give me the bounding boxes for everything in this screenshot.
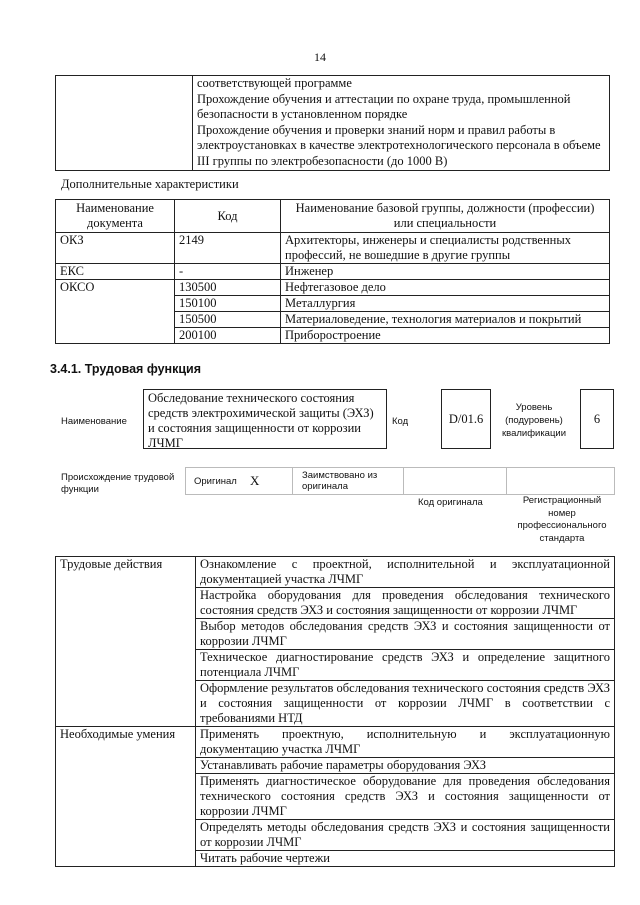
action-item: Техническое диагностирование средств ЭХЗ и определение защитного потенциала ЛЧМГ <box>196 650 615 681</box>
code-cell: - <box>175 264 281 280</box>
original-label: Оригинал <box>194 476 237 487</box>
code-cell: 2149 <box>175 233 281 264</box>
code-cell: 150100 <box>175 296 281 312</box>
code-label: Код <box>392 416 409 427</box>
origin-divider <box>506 467 507 495</box>
name-cell: Нефтегазовое дело <box>281 280 610 296</box>
level-label: Уровень (подуровень) квалификации <box>501 402 567 439</box>
skill-item: Применять диагностическое оборудование для проведения обследования технического состояния средств ЭХЗ и состояния защищенности от коррозии ЛЧМГ <box>196 774 615 820</box>
col-name-header: Наименование базовой группы, должности (профессии) или специальности <box>281 200 610 233</box>
additional-heading: Дополнительные характеристики <box>61 177 239 191</box>
origin-divider <box>292 467 293 495</box>
requirement-line: Прохождение обучения и аттестации по охране труда, промышленной безопасности в установленном порядке <box>197 91 571 122</box>
action-item: Выбор методов обследования средств ЭХЗ и состояния защищенности от коррозии ЛЧМГ <box>196 619 615 650</box>
actions-label: Трудовые действия <box>56 557 196 727</box>
code-cell: 150500 <box>175 312 281 328</box>
code-cell: 130500 <box>175 280 281 296</box>
requirements-cell <box>193 76 610 171</box>
name-label: Наименование <box>61 416 127 427</box>
doc-cell: ОКСО <box>56 280 175 344</box>
name-cell: Металлургия <box>281 296 610 312</box>
table-row <box>56 233 610 264</box>
action-item: Настройка оборудования для проведения обследования технического состояния средств ЭХЗ и состояния защищенности от коррозии ЛЧМГ <box>196 588 615 619</box>
origin-row <box>185 467 615 495</box>
function-code-box: D/01.6 <box>441 389 491 449</box>
skill-item: Определять методы обследования средств ЭХЗ и состояния защищенности от коррозии ЛЧМГ <box>196 820 615 851</box>
borrowed-label: Заимствовано из оригинала <box>302 470 378 492</box>
table-row <box>56 280 610 296</box>
requirements-continuation-table <box>55 75 610 171</box>
skill-item: Применять проектную, исполнительную и эксплуатационную документацию участка ЛЧМГ <box>196 727 615 758</box>
qualification-level-box: 6 <box>580 389 614 449</box>
requirement-line: Прохождение обучения и проверки знаний норм и правил работы в электроустановках в качестве электротехнологического персонала в объеме III группы по электробезопасности (до 1000 В) <box>197 122 601 168</box>
skill-item: Читать рабочие чертежи <box>196 851 615 867</box>
name-cell: Материаловедение, технология материалов и покрытий <box>281 312 610 328</box>
col-doc-header: Наименование документа <box>56 200 175 233</box>
requirement-line: соответствующей программе <box>197 76 352 90</box>
name-cell: Инженер <box>281 264 610 280</box>
skills-label: Необходимые умения <box>56 727 196 867</box>
function-heading: 3.4.1. Трудовая функция <box>50 362 202 376</box>
name-cell: Архитекторы, инженеры и специалисты родственных профессий, не вошедшие в другие группы <box>281 233 610 264</box>
doc-cell: ОКЗ <box>56 233 175 264</box>
col-code-header: Код <box>175 200 281 233</box>
function-name-box: Обследование технического состояния средств электрохимической защиты (ЭХЗ) и состояния защищенности от коррозии ЛЧМГ <box>143 389 387 449</box>
reg-number-label: Регистрационный номер профессионального стандарта <box>517 495 607 544</box>
original-mark: X <box>250 473 260 488</box>
page-number: 14 <box>314 50 326 64</box>
skill-item: Устанавливать рабочие параметры оборудования ЭХЗ <box>196 758 615 774</box>
empty-label-cell <box>56 76 193 171</box>
labor-actions-table <box>55 556 615 867</box>
original-code-label: Код оригинала <box>418 497 483 508</box>
origin-divider <box>403 467 404 495</box>
code-cell: 200100 <box>175 328 281 344</box>
action-item: Ознакомление с проектной, исполнительной и эксплуатационной документацией участка ЛЧМГ <box>196 557 615 588</box>
doc-cell: ЕКС <box>56 264 175 280</box>
table-row <box>56 557 615 588</box>
table-row <box>56 727 615 758</box>
name-cell: Приборостроение <box>281 328 610 344</box>
additional-characteristics-table <box>55 199 610 344</box>
origin-label: Происхождение трудовой функции <box>61 472 175 495</box>
table-row <box>56 264 610 280</box>
action-item: Оформление результатов обследования технического состояния средств ЭХЗ и состояния защищенности от коррозии ЛЧМГ в соответствии с требованиями НТД <box>196 681 615 727</box>
